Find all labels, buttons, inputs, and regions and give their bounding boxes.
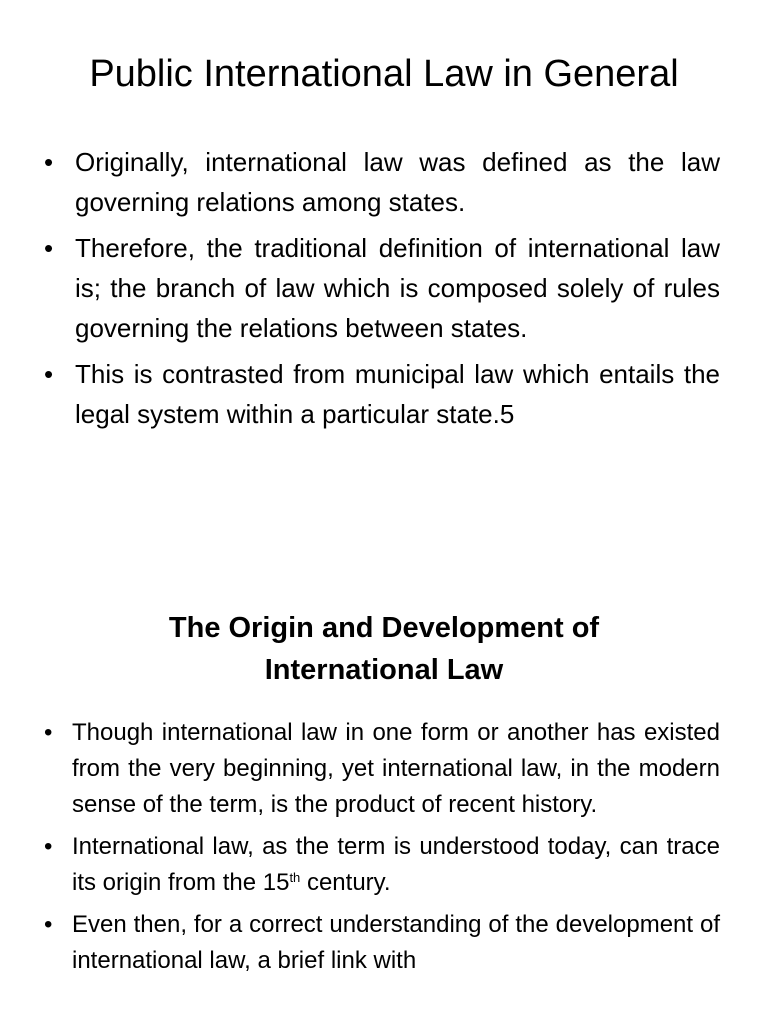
bullet-icon: • [44,359,54,389]
slide2-bullet-list [44,715,720,985]
bullet-text-main: International law, as the term is understood today, can trace its origin from the 15 [72,833,720,896]
bullet-text: This is contrasted from municipal law which entails the legal system within a particular state.5 [75,359,720,429]
ordinal-superscript: th [289,870,301,885]
bullet-icon: • [44,719,53,746]
list-item [44,142,720,222]
bullet-text: Originally, international law was defined as the law governing relations among states. [75,147,720,217]
bullet-text: Though international law in one form or another has existed from the very beginning, yet international law, in the modern sense of the term, is the product of recent history. [72,719,720,818]
list-item [44,228,720,348]
bullet-text: Even then, for a correct understanding of the development of international law, a brief link with [72,911,720,974]
list-item [44,829,720,901]
bullet-icon: • [44,233,54,263]
slide1-bullet-list [44,142,720,440]
bullet-text-tail: century. [300,869,391,896]
slide2-title [0,607,768,691]
bullet-text: Therefore, the traditional definition of international law is; the branch of law which is composed solely of rules governing the relations between states. [75,233,720,343]
bullet-icon: • [44,911,53,938]
bullet-icon: • [44,833,53,860]
bullet-text [72,833,720,896]
slide2-title-line2: International Law [264,654,504,686]
bullet-icon: • [44,147,54,177]
slide1-title: Public International Law in General [89,53,679,95]
list-item [44,354,720,434]
list-item [44,907,720,979]
list-item [44,715,720,823]
slide2-title-line1: The Origin and Development of [168,612,600,644]
